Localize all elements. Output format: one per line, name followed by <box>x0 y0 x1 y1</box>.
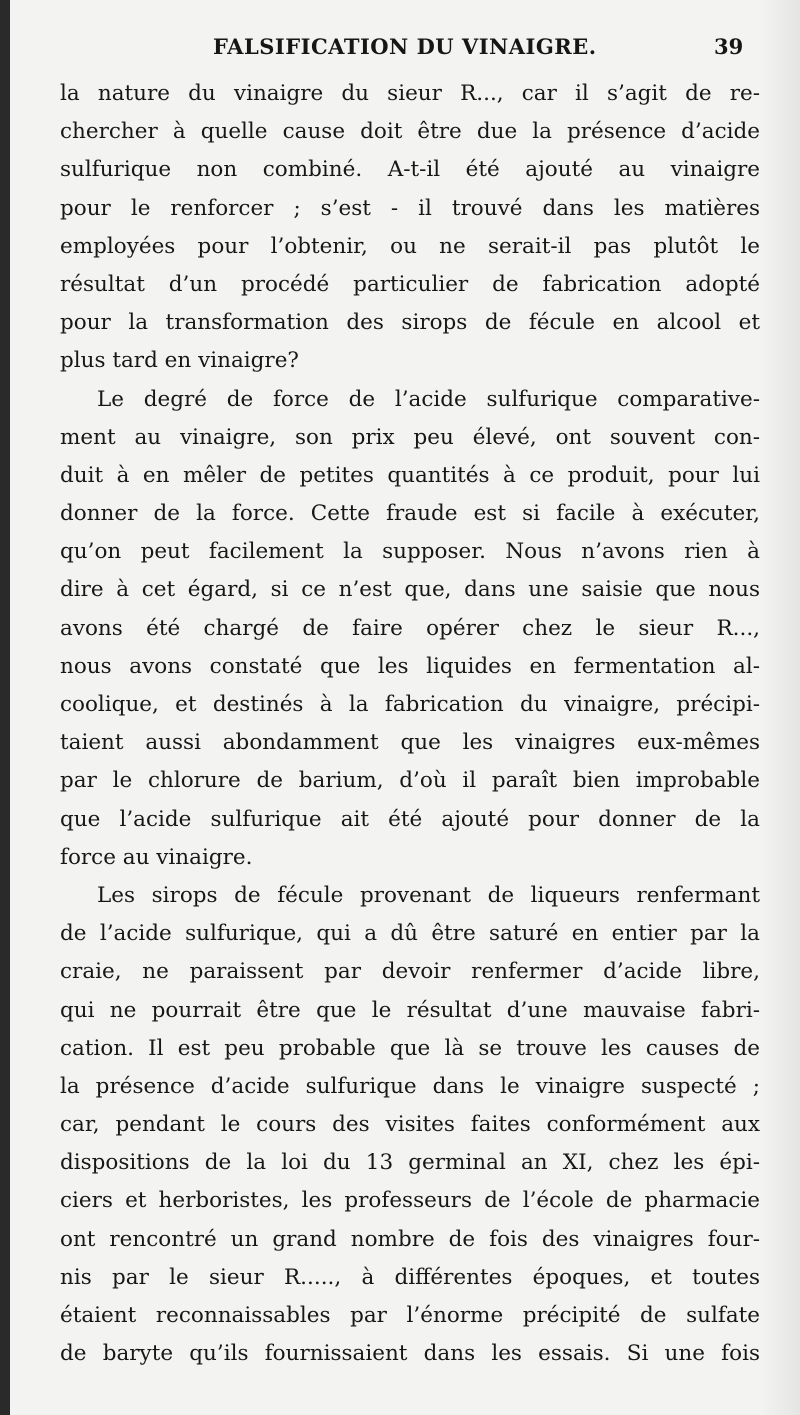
text-line: nis par le sieur R....., à différentes époques, et toutes <box>60 1264 760 1290</box>
text-line: de baryte qu’ils fournissaient dans les essais. Si une fois <box>60 1341 760 1367</box>
page-number: 39 <box>714 34 744 59</box>
text-line: que l’acide sulfurique ait été ajouté pour donner de la <box>60 806 760 832</box>
text-line: avons été chargé de faire opérer chez le sieur R..., <box>60 615 760 641</box>
text-line: Le degré de force de l’acide sulfurique comparative- <box>97 386 760 412</box>
text-line: ont rencontré un grand nombre de fois des vinaigres four- <box>60 1226 760 1252</box>
running-head <box>10 34 800 74</box>
text-line: donner de la force. Cette fraude est si facile à exécuter, <box>60 501 760 527</box>
text-line: dire à cet égard, si ce n’est que, dans une saisie que nous <box>60 577 760 603</box>
text-line: taient aussi abondamment que les vinaigres eux-mêmes <box>60 730 760 756</box>
text-line: employées pour l’obtenir, ou ne serait-il pas plutôt le <box>60 233 760 259</box>
text-line: pour le renforcer ; s’est - il trouvé dans les matières <box>60 195 760 221</box>
text-line: car, pendant le cours des visites faites conformément aux <box>60 1112 760 1138</box>
text-line: la nature du vinaigre du sieur R..., car il s’agit de re- <box>60 81 760 106</box>
text-line: sulfurique non combiné. A-t-il été ajouté au vinaigre <box>60 157 760 183</box>
text-line: qu’on peut facilement la supposer. Nous n’avons rien à <box>60 539 760 565</box>
text-line: de l’acide sulfurique, qui a dû être saturé en entier par la <box>60 921 760 947</box>
text-line: qui ne pourrait être que le résultat d’une mauvaise fabri- <box>60 997 760 1023</box>
body-text <box>60 75 760 1373</box>
text-line: Les sirops de fécule provenant de liqueurs renfermant <box>97 882 760 908</box>
text-line: duit à en mêler de petites quantités à ce produit, pour lui <box>60 462 760 488</box>
text-line: chercher à quelle cause doit être due la présence d’acide <box>60 119 760 145</box>
text-line: cation. Il est peu probable que là se trouve les causes de <box>60 1035 760 1061</box>
text-line: la présence d’acide sulfurique dans le vinaigre suspecté ; <box>60 1073 760 1099</box>
text-line: par le chlorure de barium, d’où il paraît bien improbable <box>60 768 760 794</box>
text-line: dispositions de la loi du 13 germinal an XI, chez les épi- <box>60 1150 760 1176</box>
text-line: nous avons constaté que les liquides en fermentation al- <box>60 653 760 679</box>
text-line: craie, ne paraissent par devoir renfermer d’acide libre, <box>60 959 760 985</box>
text-line: ciers et herboristes, les professeurs de l’école de pharmacie <box>60 1188 760 1214</box>
text-line: coolique, et destinés à la fabrication du vinaigre, précipi- <box>60 692 760 717</box>
text-line: force au vinaigre. <box>60 844 253 870</box>
text-line: pour la transformation des sirops de fécule en alcool et <box>60 310 760 336</box>
text-line: étaient reconnaissables par l’énorme précipité de sulfate <box>60 1303 760 1328</box>
text-line: plus tard en vinaigre? <box>60 348 299 374</box>
text-line: ment au vinaigre, son prix peu élevé, ont souvent con- <box>60 424 760 450</box>
running-title: FALSIFICATION DU VINAIGRE. <box>213 34 597 59</box>
text-line: résultat d’un procédé particulier de fabrication adopté <box>60 271 760 297</box>
